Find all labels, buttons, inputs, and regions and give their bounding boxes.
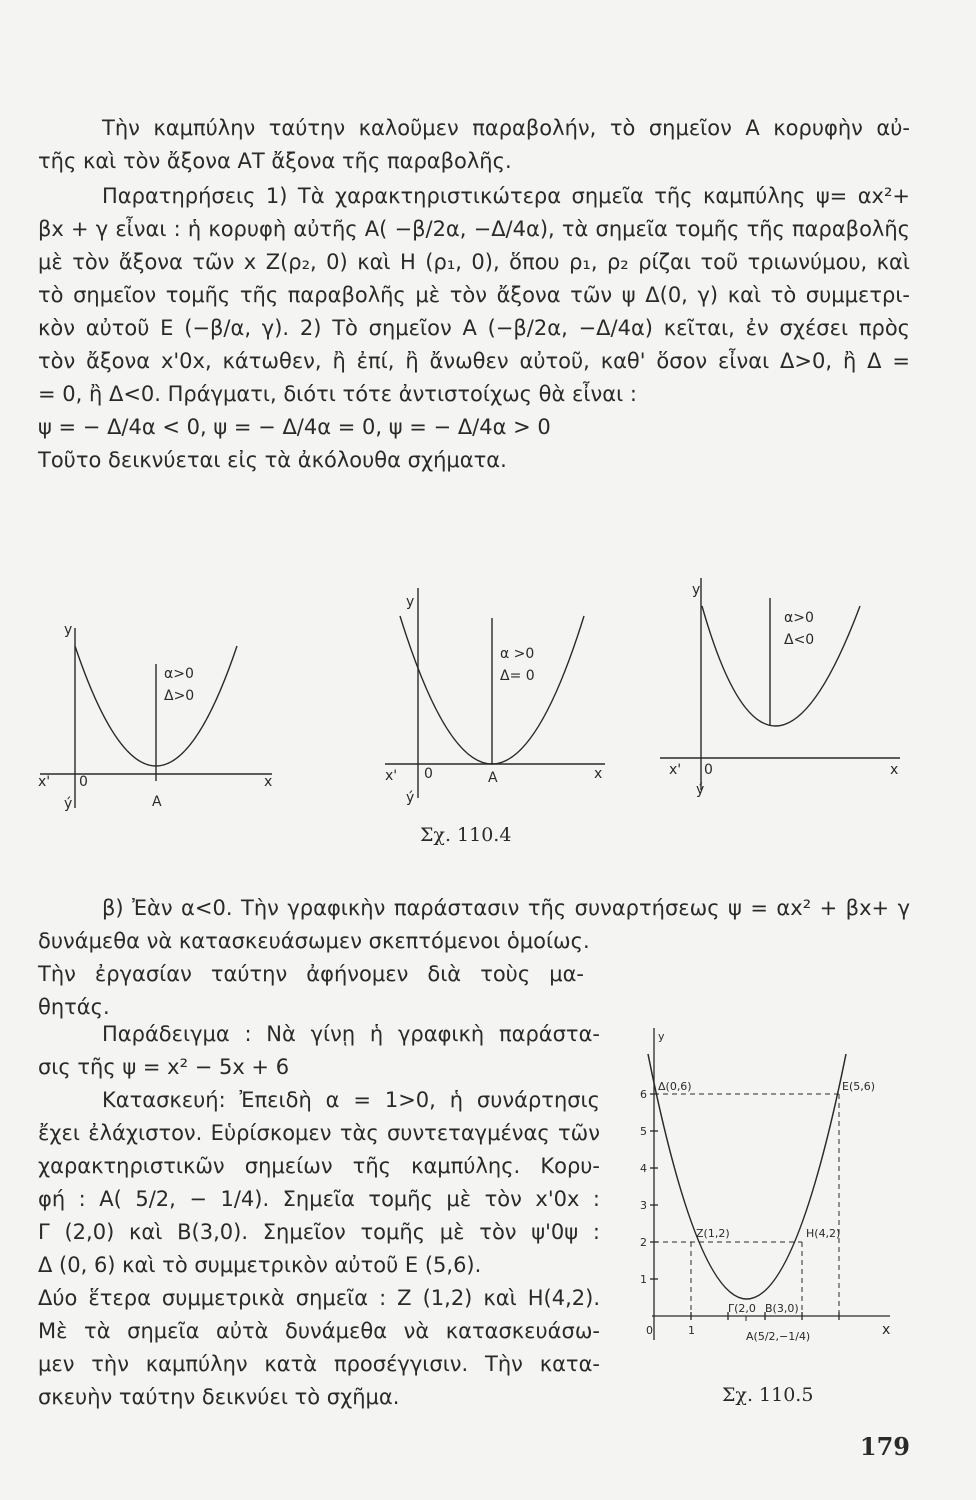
text-line: Δύο ἕτερα συμμετρικὰ σημεῖα : Ζ (1,2) καὶ Η(4,2).	[38, 1286, 600, 1310]
g2-origin-label: 0	[424, 766, 433, 782]
tick-4: 4	[640, 1162, 647, 1175]
point-D-label: Δ(0,6)	[658, 1080, 692, 1093]
text-line: κὸν αὐτοῦ Ε (−β/α, γ). 2) Τὸ σημεῖον Α (−β/2α, −Δ/4α) κεῖται, ἐν σχέσει πρὸς	[38, 316, 910, 340]
beta-paragraph-cont	[38, 958, 584, 1024]
g2-ybar-label: ý	[406, 790, 415, 806]
text-line: Μὲ τὰ σημεῖα αὐτὰ δυνάμεθα νὰ κατασκευάσω-	[38, 1319, 600, 1343]
g1-y-label: y	[64, 622, 73, 638]
example-paragraph	[38, 1018, 600, 1414]
point-Z-label: Ζ(1,2)	[696, 1227, 730, 1240]
point-B-label: Β(3,0)	[765, 1302, 799, 1315]
text-line: σκευὴν ταύτην δεικνύει τὸ σχῆμα.	[38, 1385, 400, 1409]
text-line: Παρατηρήσεις 1) Τὰ χαρακτηριστικώτερα σημεῖα τῆς καμπύλης ψ= αx²+	[102, 184, 910, 208]
g1-x-label: x	[264, 774, 273, 790]
g2-vertex-label: A	[488, 770, 498, 786]
g3-y-label: y	[692, 582, 701, 598]
text-line: ἔχει ἐλάχιστον. Εὑρίσκομεν τὰς συντεταγμένας τῶν	[38, 1121, 600, 1145]
text-line: Κατασκευή: Ἐπειδὴ α = 1>0, ἡ συνάρτησις	[102, 1088, 600, 1112]
text-line: β) Ἐὰν α<0. Τὴν γραφικὴν παράστασιν τῆς συναρτήσεως ψ = αx² + βx+ γ	[102, 896, 910, 920]
g2-cond2: Δ= 0	[500, 668, 535, 684]
g1-xbar-label: x'	[38, 774, 51, 790]
text-line: δυνάμεθα νὰ κατασκευάσωμεν σκεπτόμενοι ὁμοίως.	[38, 929, 590, 953]
figure-110-4-caption: Σχ. 110.4	[420, 824, 512, 846]
figure-110-5	[628, 1024, 898, 1364]
parabola-3	[702, 606, 860, 726]
g2-xbar-label: x'	[385, 768, 398, 784]
text-line: φή : Α( 5/2, − 1/4). Σημεῖα τομῆς μὲ τὸν x'0x :	[38, 1187, 600, 1211]
g3-xbar-label: x'	[669, 762, 682, 778]
beta-paragraph	[38, 892, 910, 958]
text-line: Γ (2,0) καὶ Β(3,0). Σημεῖον τομῆς μὲ τὸν ψ'0ψ :	[38, 1220, 600, 1244]
g1-vertex-label: A	[152, 794, 162, 810]
figure-110-4	[40, 576, 920, 816]
g2-x-label: x	[594, 766, 603, 782]
remarks-paragraph	[38, 180, 910, 477]
text-line: Τὴν ἐργασίαν ταύτην ἀφήνομεν διὰ τοὺς μα-	[38, 962, 584, 986]
g3-cond2: Δ<0	[784, 632, 815, 648]
g2-cond1: α >0	[500, 646, 535, 662]
g1-ybar-label: ý	[64, 796, 73, 812]
page-number: 179	[859, 1432, 910, 1461]
tick-2: 2	[640, 1236, 647, 1249]
g3-origin-label: 0	[704, 762, 713, 778]
tick-5: 5	[640, 1125, 647, 1138]
g2-y-label: y	[406, 594, 415, 610]
fig2-origin-label: 0	[646, 1324, 653, 1337]
example-parabola-graph	[628, 1024, 898, 1364]
text-line: μὲ τὸν ἄξονα τῶν x Ζ(ρ₂, 0) καὶ Η (ρ₁, 0), ὅπου ρ₁, ρ₂ ρίζαι τοῦ τριωνύμου, καὶ	[38, 250, 910, 274]
point-H-label: Η(4,2)	[806, 1227, 841, 1240]
text-line: χαρακτηριστικῶν σημείων τῆς καμπύλης. Κορυ-	[38, 1154, 600, 1178]
text-line: τὸ σημεῖον τομῆς τῆς παραβολῆς μὲ τὸν ἄξονα τῶν ψ Δ(0, γ) καὶ τὸ συμμετρι-	[38, 283, 910, 307]
g3-ybar-label: ý	[696, 782, 705, 798]
text-line: Τοῦτο δεικνύεται εἰς τὰ ἀκόλουθα σχήματα.	[38, 448, 507, 472]
fig2-y-label: y	[658, 1030, 665, 1043]
text-line: Δ (0, 6) καὶ τὸ συμμετρικὸν αὐτοῦ Ε (5,6).	[38, 1253, 482, 1277]
text-line: βx + γ εἶναι : ἡ κορυφὴ αὐτῆς Α( −β/2α, −Δ/4α), τὰ σημεῖα τομῆς τῆς παραβολῆς	[38, 217, 910, 241]
text-line: θητάς.	[38, 995, 110, 1019]
text-line: σις τῆς ψ = x² − 5x + 6	[38, 1055, 290, 1079]
figure-110-5-caption: Σχ. 110.5	[722, 1384, 814, 1406]
g1-origin-label: 0	[79, 774, 88, 790]
point-G-label: Γ(2,0	[728, 1302, 756, 1315]
parabola-graphs	[40, 576, 920, 816]
tick-3: 3	[640, 1199, 647, 1212]
tick-x1: 1	[688, 1324, 695, 1337]
text-line: Τὴν καμπύλην ταύτην καλοῦμεν παραβολήν, τὸ σημεῖον Α κορυφὴν αὐ-	[102, 116, 910, 140]
point-E-label: Ε(5,6)	[842, 1080, 876, 1093]
text-line: τὸν ἄξονα x'0x, κάτωθεν, ἢ ἐπί, ἢ ἄνωθεν αὐτοῦ, καθ' ὅσον εἶναι Δ>0, ἢ Δ =	[38, 349, 910, 373]
fig2-x-label: x	[882, 1322, 891, 1338]
vertex-A-label: Α(5/2,−1/4)	[746, 1330, 811, 1343]
tick-1: 1	[640, 1273, 647, 1286]
text-line: Παράδειγμα : Νὰ γίνῃ ἡ γραφικὴ παράστα-	[102, 1022, 600, 1046]
g1-cond2: Δ>0	[164, 688, 195, 704]
text-line: τῆς καὶ τὸν ἄξονα ΑΤ ἄξονα τῆς παραβολῆς.	[38, 149, 512, 173]
g3-cond1: α>0	[784, 610, 814, 626]
g3-x-label: x	[890, 762, 899, 778]
text-line: = 0, ἢ Δ<0. Πράγματι, διότι τότε ἀντιστοίχως θὰ εἶναι :	[38, 382, 637, 406]
intro-paragraph	[38, 112, 910, 178]
text-line: μεν τὴν καμπύλην κατὰ προσέγγισιν. Τὴν κατα-	[38, 1352, 600, 1376]
g1-cond1: α>0	[164, 666, 194, 682]
equation-line: ψ = − Δ/4α < 0, ψ = − Δ/4α = 0, ψ = − Δ/4α > 0	[38, 415, 551, 439]
tick-6: 6	[640, 1088, 647, 1101]
